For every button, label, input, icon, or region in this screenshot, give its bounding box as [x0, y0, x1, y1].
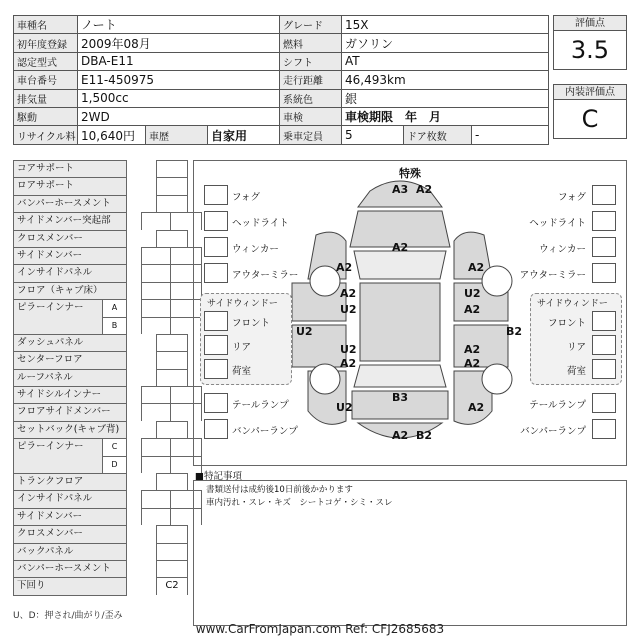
- part-label: ダッシュパネル: [13, 334, 127, 351]
- damage-mark: U2: [340, 303, 357, 316]
- side-window-right-1-label: リア: [566, 342, 586, 353]
- left-check-2-checkbox: [204, 237, 228, 257]
- part-check-box: [156, 525, 188, 542]
- part-row: [13, 543, 188, 560]
- part-check-box: [141, 282, 173, 299]
- vehicle-info-table: [13, 15, 549, 145]
- bottom-left-0-label: テールランプ: [232, 400, 289, 411]
- part-row: [13, 264, 188, 281]
- side-window-left-title: サイドウィンドー: [207, 299, 278, 309]
- right-check-2-checkbox: [592, 237, 616, 257]
- part-label: クロスメンバー: [13, 525, 127, 542]
- chassis-value: E11-450975: [78, 71, 280, 89]
- left-check-0-label: フォグ: [232, 192, 261, 203]
- side-window-right-title: サイドウィンドー: [537, 299, 608, 309]
- damage-mark: A2: [392, 241, 409, 254]
- part-label: バックパネル: [13, 543, 127, 560]
- note-line-2: 車内汚れ・スレ・キズ シートコゲ・シミ・スレ: [206, 498, 393, 508]
- parts-checklist: [13, 160, 188, 596]
- mileage-label: 走行距離: [280, 71, 342, 89]
- part-label: バンパーホースメント: [13, 560, 127, 577]
- part-check-box: [141, 212, 173, 229]
- part-check-box: [156, 160, 188, 177]
- part-check-box: [156, 351, 188, 368]
- part-check-box: [141, 490, 173, 507]
- right-check-3-label: アウターミラー: [519, 270, 586, 281]
- drive-label: 駆動: [14, 107, 78, 125]
- part-label: ルーフパネル: [13, 369, 127, 386]
- fuel-value: ガソリン: [342, 34, 549, 52]
- damage-mark: A2: [416, 183, 433, 196]
- part-label: インサイドパネル: [13, 490, 127, 507]
- interior-value: C: [581, 105, 599, 133]
- part-check-box: [156, 543, 188, 560]
- mileage-value: 46,493km: [342, 71, 549, 89]
- right-check-0-label: フォグ: [557, 192, 586, 203]
- part-label: サイドメンバー: [13, 247, 127, 264]
- side-window-right-2-checkbox: [592, 359, 616, 379]
- damage-mark: U2: [464, 287, 481, 300]
- note-line-1: 書類送付は成約後10日前後かかります: [206, 485, 353, 495]
- side-window-left-2-checkbox: [204, 359, 228, 379]
- part-label: インサイドパネル: [13, 264, 127, 281]
- bottom-right-0-checkbox: [592, 393, 616, 413]
- history-label: 車歴: [146, 126, 208, 144]
- damage-mark: A2: [340, 357, 357, 370]
- damage-mark: A2: [340, 287, 357, 300]
- part-label: セットバック(キャブ背): [13, 421, 127, 438]
- part-check-box: [141, 247, 173, 264]
- part-label: ロアサポート: [13, 177, 127, 194]
- part-check-box: [156, 230, 188, 247]
- right-check-0-checkbox: [592, 185, 616, 205]
- part-check-box: [141, 403, 173, 420]
- inspection-value: 車検期限 年 月: [342, 107, 549, 125]
- part-check-box: [141, 508, 173, 525]
- damage-mark: U2: [296, 325, 313, 338]
- pillar-sub-label: B: [102, 317, 127, 334]
- chassis-label: 車台番号: [14, 71, 78, 89]
- damage-mark: B2: [506, 325, 523, 338]
- part-check-box: [141, 264, 173, 281]
- bottom-left-0-checkbox: [204, 393, 228, 413]
- car-diagram: [193, 160, 627, 466]
- part-check-box: [156, 560, 188, 577]
- part-check-box: [156, 473, 188, 490]
- side-window-left-0-checkbox: [204, 311, 228, 331]
- doors-value: -: [472, 126, 549, 144]
- left-check-0-checkbox: [204, 185, 228, 205]
- part-label: センターフロア: [13, 351, 127, 368]
- part-label: ピラーインナー: [13, 299, 127, 316]
- doors-label: ドア枚数: [404, 126, 472, 144]
- bottom-right-1-label: バンパーランプ: [520, 426, 586, 437]
- part-row: [13, 473, 188, 490]
- damage-mark: A2: [468, 401, 485, 414]
- first-reg-value: 2009年08月: [78, 34, 280, 52]
- side-window-right-1-checkbox: [592, 335, 616, 355]
- shift-label: シフト: [280, 52, 342, 70]
- score-value: 3.5: [570, 36, 610, 64]
- part-check-box: [141, 438, 173, 455]
- interior-score-box: [553, 84, 627, 139]
- color-label: 系統色: [280, 89, 342, 107]
- part-row: [13, 456, 188, 473]
- side-window-left-2-label: 荷室: [232, 366, 252, 377]
- part-row: [13, 230, 188, 247]
- part-check-box: [156, 177, 188, 194]
- part-row: [13, 212, 188, 229]
- damage-mark: A2: [464, 343, 481, 356]
- capacity-label: 乗車定員: [280, 126, 342, 144]
- interior-label: 内装評価点: [554, 85, 626, 100]
- part-label: フロアサイドメンバー: [13, 403, 127, 420]
- part-label: ピラーインナー: [13, 438, 127, 455]
- side-window-right-2-label: 荷室: [566, 366, 586, 377]
- notes-title: ■特記事項: [195, 471, 242, 482]
- damage-mark: A2: [464, 303, 481, 316]
- part-row: [13, 525, 188, 542]
- pillar-sub-label: C: [102, 438, 127, 455]
- part-label: コアサポート: [13, 160, 127, 177]
- part-label: サイドシルインナー: [13, 386, 127, 403]
- part-row: [13, 247, 188, 264]
- part-check-box: [141, 386, 173, 403]
- type-value: DBA-E11: [78, 52, 280, 70]
- score-label: 評価点: [554, 16, 626, 31]
- part-label: バンパーホースメント: [13, 195, 127, 212]
- left-check-3-label: アウターミラー: [232, 270, 299, 281]
- part-check-box: [141, 456, 173, 473]
- left-check-1-label: ヘッドライト: [232, 218, 289, 229]
- part-row: [13, 560, 188, 577]
- recycle-value: 10,640円: [78, 126, 146, 144]
- part-row: [13, 299, 188, 316]
- capacity-value: 5: [342, 126, 404, 144]
- part-row: [13, 421, 188, 438]
- left-check-3-checkbox: [204, 263, 228, 283]
- diagram-title: 特殊: [399, 167, 421, 180]
- damage-mark: U2: [336, 401, 353, 414]
- score-box: [553, 15, 627, 70]
- color-value: 銀: [342, 89, 549, 107]
- part-row: [13, 369, 188, 386]
- bottom-right-1-checkbox: [592, 419, 616, 439]
- grade-label: グレード: [280, 16, 342, 34]
- pillar-sub-label: D: [102, 456, 127, 473]
- bottom-left-1-label: バンパーランプ: [232, 426, 298, 437]
- part-check-box: C2: [156, 577, 188, 594]
- right-check-3-checkbox: [592, 263, 616, 283]
- first-reg-label: 初年度登録: [14, 34, 78, 52]
- side-window-left-1-checkbox: [204, 335, 228, 355]
- part-label: クロスメンバー: [13, 230, 127, 247]
- right-check-1-label: ヘッドライト: [529, 218, 586, 229]
- left-check-1-checkbox: [204, 211, 228, 231]
- part-row: [13, 351, 188, 368]
- part-row: [13, 438, 188, 455]
- grade-value: 15X: [342, 16, 549, 34]
- history-value: 自家用: [208, 126, 280, 144]
- part-row: [13, 160, 188, 177]
- displacement-value: 1,500cc: [78, 89, 280, 107]
- right-check-2-label: ウィンカー: [539, 244, 586, 255]
- drive-value: 2WD: [78, 107, 280, 125]
- part-check-box: [141, 299, 173, 316]
- side-window-left-1-label: リア: [232, 342, 252, 353]
- model-label: 車種名: [14, 16, 78, 34]
- fuel-label: 燃料: [280, 34, 342, 52]
- side-window-right-0-label: フロント: [547, 318, 586, 329]
- part-row: [13, 195, 188, 212]
- part-label: トランクフロア: [13, 473, 127, 490]
- side-window-left-0-label: フロント: [232, 318, 271, 329]
- part-label: フロア（キャブ床）: [13, 282, 127, 299]
- part-check-box: [141, 317, 173, 334]
- part-row: [13, 177, 188, 194]
- part-check-box: [156, 334, 188, 351]
- part-check-box: [156, 421, 188, 438]
- pillar-sub-label: A: [102, 299, 127, 316]
- damage-mark: A2: [468, 261, 485, 274]
- part-row: [13, 577, 188, 594]
- damage-mark: B3: [392, 391, 409, 404]
- bottom-right-0-label: テールランプ: [529, 400, 586, 411]
- damage-mark: A2: [464, 357, 481, 370]
- part-row: [13, 490, 188, 507]
- footer-reference: www.CarFromJapan.com Ref: CFJ2685683: [195, 622, 445, 636]
- part-label: サイドメンバー突起部: [13, 212, 127, 229]
- left-check-2-label: ウィンカー: [232, 244, 279, 255]
- damage-mark: B2: [416, 429, 433, 442]
- part-row: [13, 386, 188, 403]
- part-row: [13, 317, 188, 334]
- damage-mark: A2: [336, 261, 353, 274]
- bottom-left-1-checkbox: [204, 419, 228, 439]
- legend-text: U、D：押され/曲がり/歪み: [13, 611, 123, 621]
- recycle-label: リサイクル料: [14, 126, 78, 144]
- part-row: [13, 508, 188, 525]
- model-value: ノート: [78, 16, 280, 34]
- right-check-1-checkbox: [592, 211, 616, 231]
- displacement-label: 排気量: [14, 89, 78, 107]
- side-window-right-0-checkbox: [592, 311, 616, 331]
- part-label: 下回り: [13, 577, 127, 594]
- damage-mark: A3: [392, 183, 409, 196]
- part-row: [13, 334, 188, 351]
- part-check-box: [156, 195, 188, 212]
- damage-mark: U2: [340, 343, 357, 356]
- type-label: 認定型式: [14, 52, 78, 70]
- part-label: サイドメンバー: [13, 508, 127, 525]
- part-check-box: [156, 369, 188, 386]
- notes-box: [193, 480, 627, 626]
- part-row: [13, 403, 188, 420]
- damage-mark: A2: [392, 429, 409, 442]
- parts-bottom-line: [13, 595, 127, 596]
- inspection-label: 車検: [280, 107, 342, 125]
- part-row: [13, 282, 188, 299]
- shift-value: AT: [342, 52, 549, 70]
